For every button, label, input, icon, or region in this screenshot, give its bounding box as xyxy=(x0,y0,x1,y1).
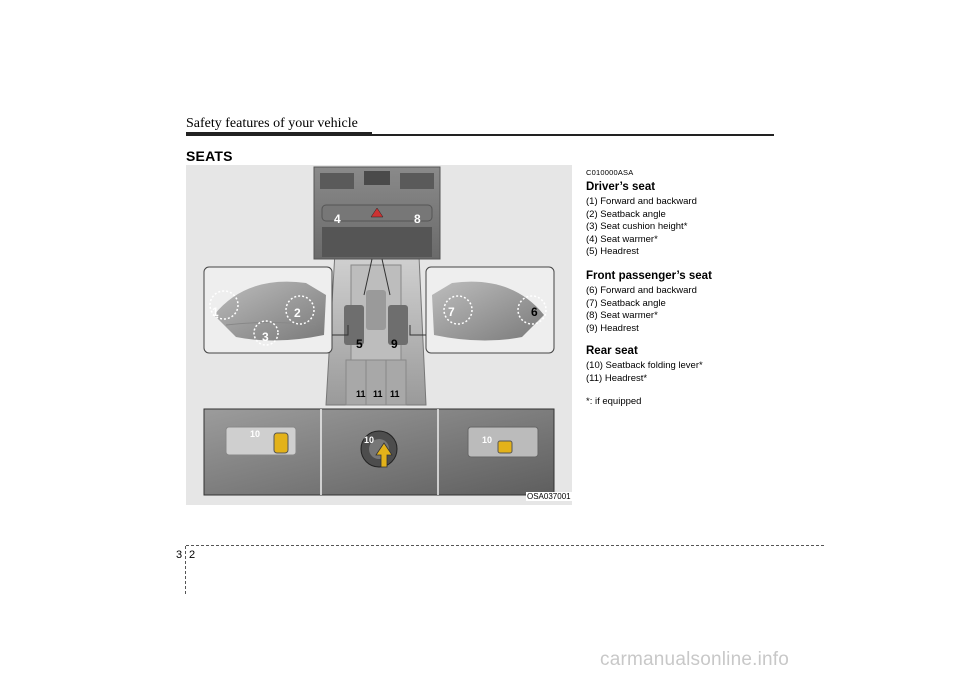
footer-vertical-divider xyxy=(185,546,186,594)
callout-2: 2 xyxy=(294,306,301,320)
legend-item: (3) Seat cushion height* xyxy=(586,221,688,233)
rear-seat-panels xyxy=(204,409,554,495)
footnote: *: if equipped xyxy=(586,395,642,407)
seat-illustration xyxy=(186,165,572,505)
legend-item: (2) Seatback angle xyxy=(586,208,666,220)
figure-code: OSA037001 xyxy=(527,492,571,501)
dashboard-panel xyxy=(314,167,440,259)
callout-11-left: 11 xyxy=(356,389,366,399)
callout-6: 6 xyxy=(531,305,538,319)
callout-10-center: 10 xyxy=(364,435,375,445)
callout-9: 9 xyxy=(391,337,398,351)
legend-item: (8) Seat warmer* xyxy=(586,310,658,322)
section-title: SEATS xyxy=(186,148,233,164)
legend-item: (7) Seatback angle xyxy=(586,297,666,309)
legend-item: (6) Forward and backward xyxy=(586,284,697,296)
page-number: 2 xyxy=(189,549,196,561)
legend-item: (4) Seat warmer* xyxy=(586,233,658,245)
footer-divider xyxy=(186,545,824,546)
callout-8: 8 xyxy=(414,212,421,226)
seat-controls-figure xyxy=(186,165,572,505)
callout-3: 3 xyxy=(262,330,269,344)
page-header-title: Safety features of your vehicle xyxy=(186,116,358,131)
callout-7: 7 xyxy=(448,305,455,319)
watermark: carmanualsonline.info xyxy=(600,649,790,670)
callout-10: 10 xyxy=(250,429,261,439)
callout-11-right: 11 xyxy=(390,389,400,399)
rear-seat-heading: Rear seat xyxy=(586,345,638,358)
callout-11-center: 11 xyxy=(373,389,383,399)
callout-4: 4 xyxy=(334,212,341,226)
content-code: C010000ASA xyxy=(586,168,634,177)
callout-1: 1 xyxy=(212,305,219,319)
passenger-seat-heading: Front passenger’s seat xyxy=(586,269,712,282)
page-chapter-number: 3 xyxy=(176,549,183,561)
seat-legend xyxy=(586,168,776,407)
callout-5: 5 xyxy=(356,337,363,351)
driver-seat-heading: Driver’s seat xyxy=(586,181,656,193)
legend-item: (1) Forward and backward xyxy=(586,196,697,207)
callout-10-right: 10 xyxy=(482,435,493,445)
legend-item: (11) Headrest* xyxy=(586,372,648,384)
interior-top-view xyxy=(326,235,426,405)
legend-item: (5) Headrest xyxy=(586,246,639,258)
header-rule xyxy=(186,134,774,136)
legend-item: (9) Headrest xyxy=(586,322,639,334)
legend-item: (10) Seatback folding lever* xyxy=(586,360,703,372)
